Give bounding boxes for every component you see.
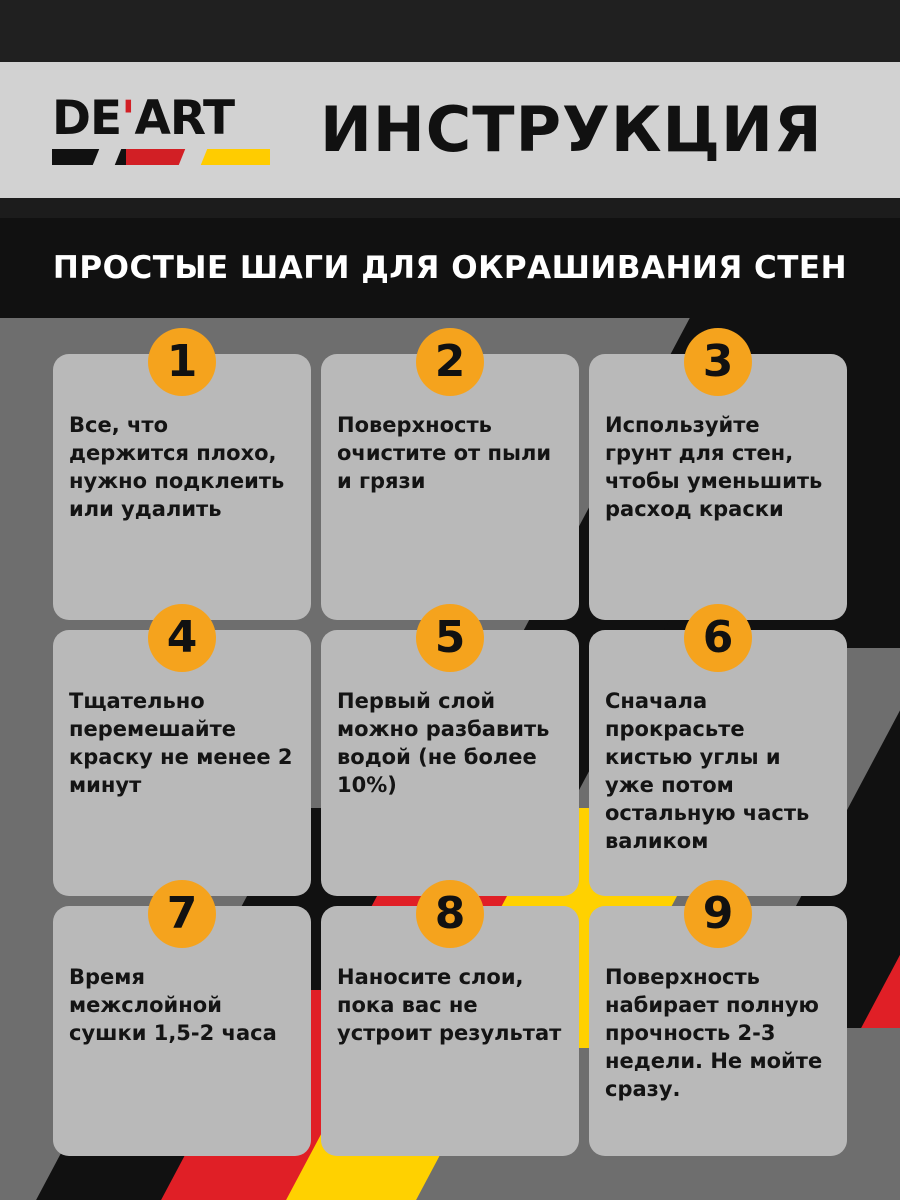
step-card bbox=[53, 612, 311, 896]
flag-bar-yellow bbox=[200, 149, 270, 165]
step-number-badge: 7 bbox=[148, 880, 216, 948]
step-text: Тщательно перемешайте краску не менее 2 минут bbox=[69, 689, 293, 797]
step-number-badge: 6 bbox=[684, 604, 752, 672]
steps-area bbox=[0, 318, 900, 1200]
step-card bbox=[589, 888, 847, 1156]
step-card bbox=[589, 336, 847, 620]
logo-apostrophe: ' bbox=[121, 91, 135, 146]
step-number-badge: 9 bbox=[684, 880, 752, 948]
header-band bbox=[0, 62, 900, 198]
step-card bbox=[321, 336, 579, 620]
brand-logo bbox=[52, 91, 280, 165]
step-text: Поверхность набирает полную прочность 2-3 недели. Не мойте сразу. bbox=[605, 965, 823, 1101]
step-card bbox=[53, 336, 311, 620]
step-number-badge: 3 bbox=[684, 328, 752, 396]
step-text: Сначала прокрасьте кистью углы и уже потом остальную часть валиком bbox=[605, 689, 810, 853]
subtitle-band bbox=[0, 218, 900, 318]
brand-logo-text bbox=[52, 91, 280, 146]
step-text: Поверхность очистите от пыли и грязи bbox=[337, 413, 552, 493]
page-title: ИНСТРУКЦИЯ bbox=[320, 93, 823, 166]
step-text: Первый слой можно разбавить водой (не более 10%) bbox=[337, 689, 550, 797]
step-text: Все, что держится плохо, нужно подклеить или удалить bbox=[69, 413, 285, 521]
steps-grid bbox=[0, 336, 900, 1156]
step-number-badge: 1 bbox=[148, 328, 216, 396]
step-number-badge: 5 bbox=[416, 604, 484, 672]
step-text: Наносите слои, пока вас не устроит результат bbox=[337, 965, 562, 1045]
logo-text-first: DE bbox=[52, 91, 122, 146]
step-number-badge: 4 bbox=[148, 604, 216, 672]
subtitle-text: ПРОСТЫЕ ШАГИ ДЛЯ ОКРАШИВАНИЯ СТЕН bbox=[52, 250, 848, 286]
step-number-badge: 2 bbox=[416, 328, 484, 396]
step-text: Время межслойной сушки 1,5-2 часа bbox=[69, 965, 277, 1045]
logo-text-second: ART bbox=[134, 91, 235, 146]
step-card bbox=[589, 612, 847, 896]
step-text: Используйте грунт для стен, чтобы уменьшить расход краски bbox=[605, 413, 823, 521]
german-flag-bars-icon bbox=[52, 149, 270, 165]
step-number-badge: 8 bbox=[416, 880, 484, 948]
step-card bbox=[321, 888, 579, 1156]
step-card bbox=[53, 888, 311, 1156]
step-card bbox=[321, 612, 579, 896]
top-strip bbox=[0, 0, 900, 62]
